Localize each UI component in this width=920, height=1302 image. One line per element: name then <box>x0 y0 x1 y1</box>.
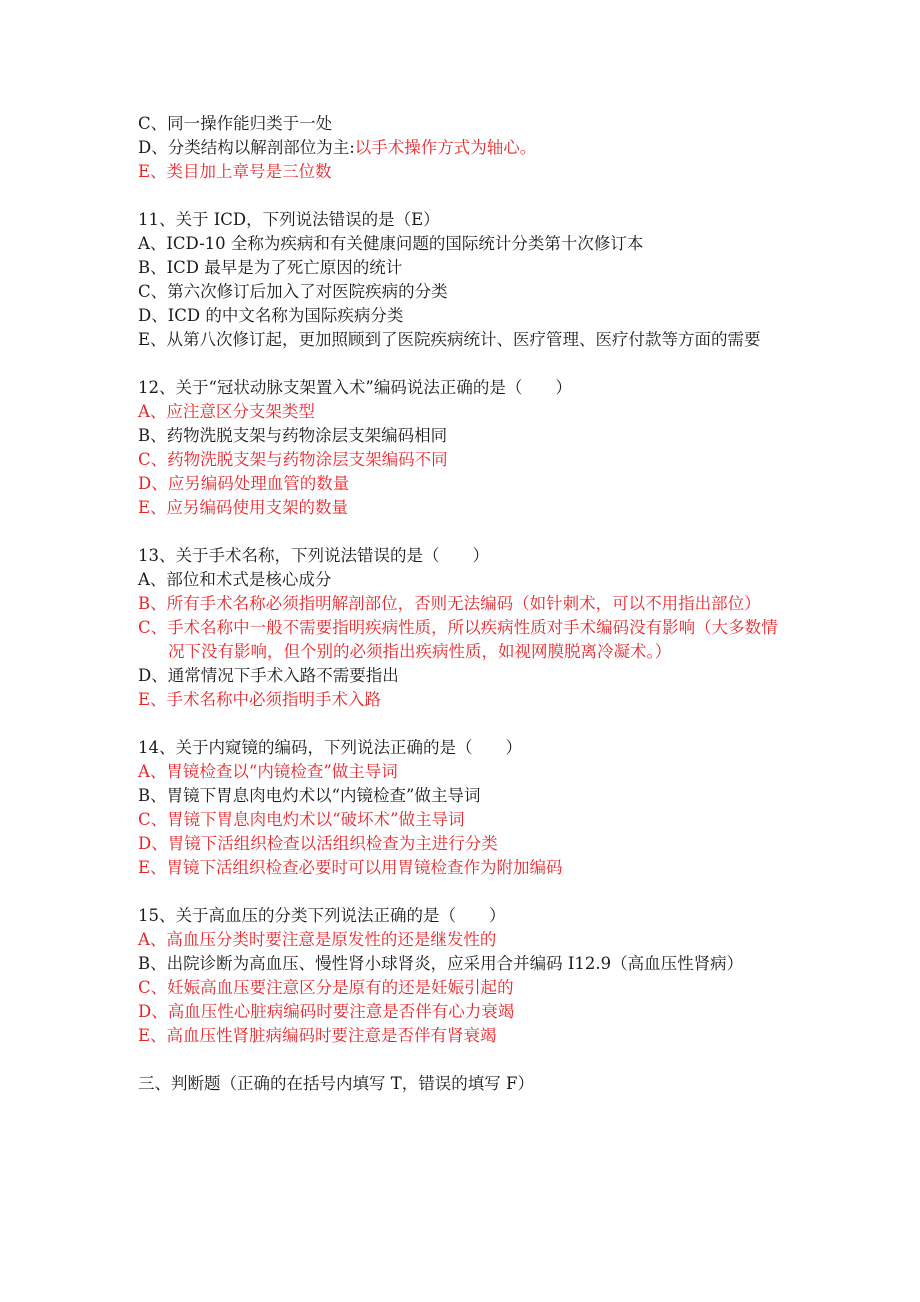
q15-option-b: B、出院诊断为高血压、慢性肾小球肾炎，应采用合并编码 I12.9（高血压性肾病） <box>138 954 744 973</box>
q12-option-c: C、药物洗脱支架与药物涂层支架编码不同 <box>138 450 448 469</box>
q12-option-b: B、药物洗脱支架与药物涂层支架编码相同 <box>138 426 448 445</box>
q14-option-e: E、胃镜下活组织检查必要时可以用胃镜检查作为附加编码 <box>138 858 563 877</box>
q13-option-c: C、手术名称中一般不需要指明疾病性质，所以疾病性质对手术编码没有影响（大多数情况下没有影响，但个别的必须指出疾病性质，如视网膜脱离冷凝术。） <box>138 618 778 661</box>
q13-option-a: A、部位和术式是核心成分 <box>138 570 332 589</box>
option-e-prev: E、类目加上章号是三位数 <box>138 162 332 181</box>
question-content <box>138 112 788 1096</box>
q11-option-e: E、从第八次修订起，更加照顾到了医院疾病统计、医疗管理、医疗付款等方面的需要 <box>138 330 761 349</box>
q14-option-b: B、胃镜下胃息肉电灼术以“内镜检查”做主导词 <box>138 786 481 805</box>
q15-option-d: D、高血压性心脏病编码时要注意是否伴有心力衰竭 <box>138 1002 515 1021</box>
q15-stem: 15、关于高血压的分类下列说法正确的是（ ） <box>138 906 506 925</box>
q13-option-b: B、所有手术名称必须指明解剖部位，否则无法编码（如针刺术，可以不用指出部位） <box>138 594 761 613</box>
option-c-prev: C、同一操作能归类于一处 <box>138 114 333 133</box>
q11-option-a: A、ICD-10 全称为疾病和有关健康问题的国际统计分类第十次修订本 <box>138 234 644 253</box>
q11-option-c: C、第六次修订后加入了对医院疾病的分类 <box>138 282 448 301</box>
q13-stem: 13、关于手术名称，下列说法错误的是（ ） <box>138 546 489 565</box>
q12-option-d: D、应另编码处理血管的数量 <box>138 474 350 493</box>
q14-option-d: D、胃镜下活组织检查以活组织检查为主进行分类 <box>138 834 498 853</box>
answer-note: 以手术操作方式为轴心。 <box>354 138 537 157</box>
q12-option-a: A、应注意区分支架类型 <box>138 402 315 421</box>
q15-option-c: C、妊娠高血压要注意区分是原有的还是妊娠引起的 <box>138 978 514 997</box>
q15-option-e: E、高血压性肾脏病编码时要注意是否伴有肾衰竭 <box>138 1026 497 1045</box>
q14-option-a: A、胃镜检查以“内镜检查”做主导词 <box>138 762 398 781</box>
q13-option-e: E、手术名称中必须指明手术入路 <box>138 690 382 709</box>
q12-option-e: E、应另编码使用支架的数量 <box>138 498 349 517</box>
q11-option-d: D、ICD 的中文名称为国际疾病分类 <box>138 306 404 325</box>
option-d-prev: D、分类结构以解剖部位为主:以手术操作方式为轴心。 <box>138 138 537 157</box>
q11-stem: 11、关于 ICD，下列说法错误的是（E） <box>138 210 440 229</box>
q14-stem: 14、关于内窥镜的编码，下列说法正确的是（ ） <box>138 738 522 757</box>
q12-stem: 12、关于“冠状动脉支架置入术”编码说法正确的是（ ） <box>138 378 572 397</box>
q13-option-d: D、通常情况下手术入路不需要指出 <box>138 666 399 685</box>
section-heading-true-false: 三、判断题（正确的在括号内填写 T，错误的填写 F） <box>138 1074 534 1093</box>
q15-option-a: A、高血压分类时要注意是原发性的还是继发性的 <box>138 930 497 949</box>
q11-option-b: B、ICD 最早是为了死亡原因的统计 <box>138 258 403 277</box>
q14-option-c: C、胃镜下胃息肉电灼术以“破坏术”做主导词 <box>138 810 465 829</box>
